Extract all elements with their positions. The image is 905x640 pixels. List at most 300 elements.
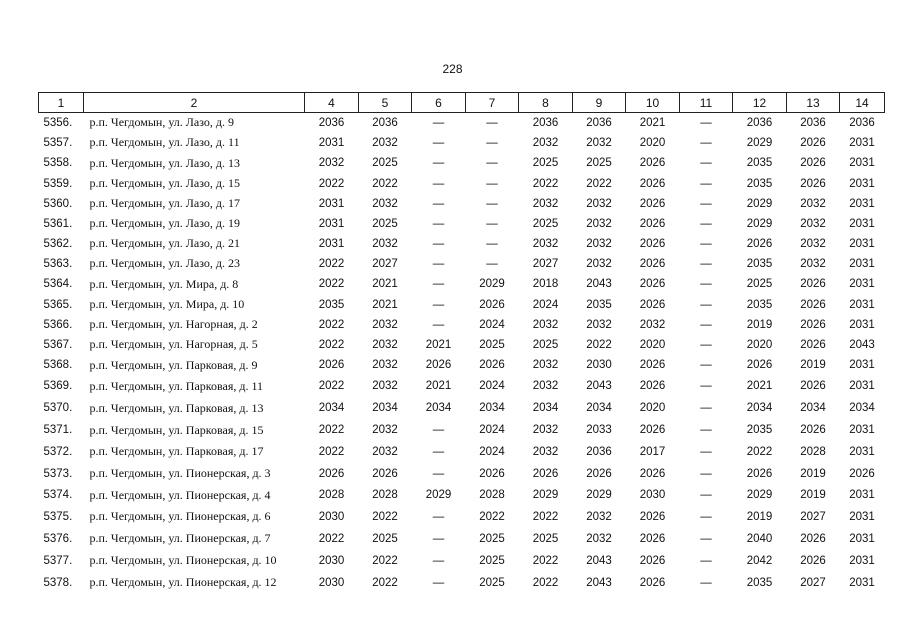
- year-cell: 2032: [586, 532, 612, 545]
- year-cell: 2031: [318, 136, 345, 149]
- year-cell: 2026: [586, 467, 612, 480]
- address-cell: р.п. Чегдомын, ул. Нагорная, д. 5: [89, 337, 258, 351]
- year-cell: 2036: [586, 116, 612, 129]
- year-cell: 2026: [639, 278, 666, 290]
- year-cell: —: [700, 197, 712, 210]
- year-cell: 2020: [639, 136, 666, 149]
- row-number: 5367.: [43, 338, 73, 351]
- row-number: 5362.: [43, 237, 73, 250]
- year-cell: 2026: [800, 554, 826, 567]
- year-cell: 2025: [372, 157, 398, 169]
- year-cell: 2026: [639, 510, 666, 523]
- table-row: [39, 174, 885, 194]
- row-number: 5360.: [43, 197, 73, 210]
- year-cell: 2031: [849, 359, 875, 371]
- year-cell: 2031: [849, 237, 875, 250]
- year-cell: —: [486, 136, 498, 149]
- row-number: 5378.: [43, 576, 73, 589]
- year-cell: 2040: [746, 532, 773, 545]
- year-cell: 2022: [318, 424, 345, 436]
- year-cell: 2026: [639, 424, 666, 436]
- year-cell: —: [700, 510, 712, 523]
- table-row: [39, 441, 885, 463]
- year-cell: —: [700, 445, 712, 458]
- year-cell: 2032: [586, 197, 612, 210]
- year-cell: 2021: [372, 278, 398, 290]
- year-cell: 2021: [425, 380, 452, 392]
- year-cell: 2035: [746, 576, 773, 589]
- year-cell: 2029: [746, 136, 773, 149]
- year-cell: 2031: [318, 197, 345, 210]
- column-header: 12: [733, 93, 787, 113]
- year-cell: 2026: [639, 177, 666, 190]
- year-cell: 2026: [639, 359, 666, 371]
- year-cell: 2035: [586, 298, 612, 311]
- year-cell: 2028: [318, 489, 345, 501]
- year-cell: 2029: [479, 278, 505, 290]
- address-cell: р.п. Чегдомын, ул. Лазо, д. 9: [89, 115, 235, 130]
- year-cell: 2031: [849, 380, 875, 392]
- year-cell: 2025: [586, 157, 612, 169]
- year-cell: —: [432, 257, 445, 270]
- year-cell: 2032: [372, 359, 398, 371]
- year-cell: —: [432, 157, 445, 169]
- year-cell: 2022: [318, 278, 345, 290]
- year-cell: 2032: [586, 217, 612, 230]
- year-cell: 2027: [800, 576, 826, 589]
- year-cell: 2025: [479, 554, 505, 567]
- year-cell: 2043: [586, 380, 612, 392]
- year-cell: 2026: [746, 237, 773, 250]
- year-cell: 2032: [372, 380, 398, 392]
- year-cell: —: [486, 257, 498, 270]
- address-cell: р.п. Чегдомын, ул. Парковая, д. 17: [89, 444, 264, 458]
- year-cell: 2019: [746, 510, 773, 523]
- year-cell: —: [700, 402, 712, 414]
- table-row: [39, 254, 885, 274]
- year-cell: —: [432, 136, 445, 149]
- year-cell: 2026: [800, 136, 826, 149]
- year-cell: 2029: [746, 489, 773, 501]
- year-cell: 2026: [318, 359, 345, 371]
- column-header: 13: [787, 93, 840, 113]
- year-cell: 2032: [532, 318, 559, 331]
- year-cell: —: [700, 532, 712, 545]
- year-cell: 2024: [479, 380, 505, 392]
- year-cell: 2025: [479, 576, 505, 589]
- row-number: 5358.: [43, 157, 73, 169]
- year-cell: 2025: [532, 532, 559, 545]
- year-cell: 2032: [800, 237, 826, 250]
- year-cell: 2022: [372, 554, 398, 567]
- year-cell: 2026: [639, 237, 666, 250]
- year-cell: 2032: [372, 338, 398, 351]
- year-cell: 2020: [639, 402, 666, 414]
- year-cell: —: [700, 136, 712, 149]
- year-cell: 2019: [800, 359, 826, 371]
- year-cell: —: [432, 576, 445, 589]
- year-cell: 2031: [849, 554, 875, 567]
- year-cell: 2036: [372, 116, 398, 129]
- address-cell: р.п. Чегдомын, ул. Пионерская, д. 12: [89, 575, 277, 589]
- year-cell: 2025: [479, 532, 505, 545]
- year-cell: 2026: [849, 467, 875, 480]
- address-cell: р.п. Чегдомын, ул. Пионерская, д. 4: [89, 487, 271, 502]
- year-cell: 2031: [849, 532, 875, 545]
- column-header: 4: [305, 93, 359, 113]
- year-cell: 2032: [532, 424, 559, 436]
- year-cell: 2034: [800, 402, 826, 414]
- year-cell: 2032: [586, 257, 612, 270]
- year-cell: 2018: [532, 278, 559, 290]
- year-cell: —: [700, 318, 712, 331]
- year-cell: 2021: [639, 116, 666, 129]
- year-cell: —: [700, 177, 712, 190]
- year-cell: 2022: [318, 177, 345, 190]
- year-cell: 2032: [586, 318, 612, 331]
- year-cell: 2026: [800, 424, 826, 436]
- year-cell: 2022: [318, 318, 345, 331]
- table-row: [39, 550, 885, 572]
- year-cell: 2032: [372, 197, 398, 210]
- table-row: [39, 234, 885, 254]
- year-cell: —: [486, 237, 498, 250]
- row-number: 5368.: [43, 359, 73, 371]
- year-cell: 2043: [586, 278, 612, 290]
- column-header: 14: [840, 93, 885, 113]
- year-cell: 2034: [586, 402, 612, 414]
- row-number: 5364.: [43, 278, 73, 290]
- address-cell: р.п. Чегдомын, ул. Пионерская, д. 3: [89, 466, 271, 480]
- table-row: [39, 506, 885, 528]
- row-number: 5357.: [43, 136, 73, 149]
- year-cell: 2030: [318, 576, 345, 589]
- year-cell: 2032: [532, 136, 559, 149]
- table-row: [39, 485, 885, 506]
- year-cell: 2020: [746, 338, 773, 351]
- year-cell: —: [432, 445, 445, 458]
- year-cell: 2032: [586, 136, 612, 149]
- year-cell: 2031: [849, 489, 875, 501]
- year-cell: 2022: [746, 445, 773, 458]
- year-cell: 2026: [800, 318, 826, 331]
- year-cell: 2026: [639, 554, 666, 567]
- column-header: 8: [519, 93, 573, 113]
- year-cell: 2026: [800, 298, 826, 311]
- year-cell: 2032: [372, 136, 398, 149]
- year-cell: 2024: [479, 318, 505, 331]
- year-cell: 2032: [532, 197, 559, 210]
- year-cell: 2031: [849, 445, 875, 458]
- year-cell: —: [486, 157, 498, 169]
- table-row: [39, 153, 885, 174]
- year-cell: 2031: [849, 510, 875, 523]
- year-cell: 2022: [532, 177, 559, 190]
- row-number: 5361.: [43, 217, 73, 230]
- year-cell: 2031: [849, 424, 875, 436]
- address-cell: р.п. Чегдомын, ул. Парковая, д. 9: [89, 357, 258, 372]
- year-cell: 2026: [532, 467, 559, 480]
- table-row: [39, 194, 885, 214]
- row-number: 5356.: [43, 116, 73, 129]
- year-cell: 2028: [800, 445, 826, 458]
- year-cell: 2043: [586, 554, 612, 567]
- address-cell: р.п. Чегдомын, ул. Лазо, д. 15: [89, 176, 241, 190]
- year-cell: —: [700, 237, 712, 250]
- year-cell: —: [432, 116, 445, 129]
- year-cell: 2022: [532, 510, 559, 523]
- year-cell: 2025: [532, 157, 559, 169]
- year-cell: 2036: [746, 116, 773, 129]
- column-header: 2: [84, 93, 305, 113]
- year-cell: 2034: [318, 402, 345, 414]
- row-number: 5366.: [43, 318, 73, 331]
- year-cell: 2033: [586, 424, 612, 436]
- table-row: [39, 295, 885, 315]
- year-cell: 2022: [318, 532, 345, 545]
- table-row: [39, 214, 885, 234]
- table-row: [39, 528, 885, 550]
- year-cell: 2032: [586, 510, 612, 523]
- year-cell: 2026: [639, 217, 666, 230]
- year-cell: 2026: [800, 338, 826, 351]
- year-cell: —: [486, 217, 498, 230]
- year-cell: 2022: [532, 576, 559, 589]
- year-cell: 2043: [849, 338, 875, 351]
- year-cell: 2036: [800, 116, 826, 129]
- year-cell: 2032: [800, 217, 826, 230]
- table-row: [39, 274, 885, 295]
- year-cell: 2042: [746, 554, 773, 567]
- year-cell: 2026: [318, 467, 345, 480]
- year-cell: 2032: [372, 237, 398, 250]
- year-cell: 2029: [425, 489, 452, 501]
- year-cell: 2025: [746, 278, 773, 290]
- year-cell: 2031: [849, 197, 875, 210]
- year-cell: 2031: [849, 278, 875, 290]
- year-cell: 2021: [372, 298, 398, 311]
- year-cell: 2026: [425, 359, 452, 371]
- year-cell: 2032: [586, 237, 612, 250]
- column-header: 1: [39, 93, 84, 113]
- table-row: [39, 397, 885, 420]
- address-cell: р.п. Чегдомын, ул. Лазо, д. 11: [89, 135, 240, 149]
- year-cell: —: [700, 554, 712, 567]
- year-cell: 2035: [746, 177, 773, 190]
- year-cell: 2028: [479, 489, 505, 501]
- year-cell: 2043: [586, 576, 612, 589]
- year-cell: —: [432, 217, 445, 230]
- year-cell: 2029: [586, 489, 612, 501]
- year-cell: 2026: [639, 157, 666, 169]
- year-cell: —: [700, 576, 712, 589]
- year-cell: 2025: [532, 217, 559, 230]
- year-cell: —: [486, 177, 498, 190]
- table-row: [39, 335, 885, 355]
- column-header: 7: [466, 93, 519, 113]
- column-header: 5: [359, 93, 412, 113]
- table-row: [39, 113, 885, 133]
- row-number: 5365.: [43, 298, 73, 311]
- row-number: 5372.: [43, 445, 73, 458]
- year-cell: —: [432, 510, 445, 523]
- year-cell: —: [432, 467, 445, 480]
- year-cell: 2035: [746, 298, 773, 311]
- year-cell: 2027: [372, 257, 398, 270]
- year-cell: 2032: [318, 157, 345, 169]
- year-cell: 2036: [318, 116, 345, 129]
- year-cell: 2026: [800, 532, 826, 545]
- year-cell: 2031: [318, 217, 345, 230]
- year-cell: 2026: [639, 467, 666, 480]
- year-cell: 2017: [639, 445, 666, 458]
- year-cell: 2031: [849, 257, 875, 270]
- address-cell: р.п. Чегдомын, ул. Лазо, д. 23: [89, 256, 241, 270]
- year-cell: 2026: [372, 467, 398, 480]
- year-cell: 2019: [800, 467, 826, 480]
- year-cell: 2030: [318, 554, 345, 567]
- year-cell: —: [700, 338, 712, 351]
- column-header: 9: [573, 93, 626, 113]
- column-header: 11: [680, 93, 733, 113]
- year-cell: 2025: [532, 338, 559, 351]
- year-cell: 2032: [532, 237, 559, 250]
- year-cell: 2026: [639, 298, 666, 311]
- year-cell: —: [700, 157, 712, 169]
- year-cell: 2022: [372, 510, 398, 523]
- address-cell: р.п. Чегдомын, ул. Пионерская, д. 10: [89, 553, 277, 567]
- year-cell: 2019: [746, 318, 773, 331]
- year-cell: 2035: [746, 157, 773, 169]
- address-cell: р.п. Чегдомын, ул. Парковая, д. 13: [89, 400, 264, 415]
- address-cell: р.п. Чегдомын, ул. Нагорная, д. 2: [89, 317, 258, 331]
- year-cell: 2026: [639, 197, 666, 210]
- year-cell: 2024: [479, 424, 505, 436]
- year-cell: 2022: [318, 380, 345, 392]
- year-cell: 2036: [849, 116, 875, 129]
- year-cell: 2028: [372, 489, 398, 501]
- year-cell: —: [432, 424, 445, 436]
- year-cell: —: [432, 237, 445, 250]
- table-row: [39, 355, 885, 376]
- year-cell: 2034: [479, 402, 505, 414]
- year-cell: 2026: [479, 359, 505, 371]
- year-cell: 2036: [586, 445, 612, 458]
- year-cell: 2035: [746, 257, 773, 270]
- year-cell: 2031: [849, 318, 875, 331]
- year-cell: 2025: [372, 217, 398, 230]
- table-row: [39, 376, 885, 397]
- registry-table: [38, 92, 885, 594]
- year-cell: —: [700, 424, 712, 436]
- year-cell: —: [700, 380, 712, 392]
- address-cell: р.п. Чегдомын, ул. Мира, д. 10: [89, 297, 245, 311]
- year-cell: 2035: [318, 298, 345, 311]
- address-cell: р.п. Чегдомын, ул. Мира, д. 8: [89, 276, 239, 291]
- row-number: 5373.: [43, 467, 73, 480]
- year-cell: 2029: [532, 489, 559, 501]
- year-cell: 2026: [639, 532, 666, 545]
- year-cell: 2031: [849, 157, 875, 169]
- row-number: 5375.: [43, 510, 73, 523]
- year-cell: 2032: [800, 257, 826, 270]
- row-number: 5374.: [43, 489, 73, 501]
- year-cell: 2031: [318, 237, 345, 250]
- year-cell: 2031: [849, 136, 875, 149]
- year-cell: 2022: [318, 338, 345, 351]
- year-cell: 2026: [639, 576, 666, 589]
- year-cell: 2032: [800, 197, 826, 210]
- year-cell: 2032: [372, 445, 398, 458]
- year-cell: 2032: [639, 318, 666, 331]
- page-number: 228: [442, 62, 463, 76]
- year-cell: 2022: [479, 510, 505, 523]
- year-cell: —: [486, 197, 498, 210]
- year-cell: 2036: [532, 116, 559, 129]
- year-cell: 2026: [800, 278, 826, 290]
- row-number: 5376.: [43, 532, 73, 545]
- row-number: 5369.: [43, 380, 73, 392]
- address-cell: р.п. Чегдомын, ул. Лазо, д. 21: [89, 236, 241, 250]
- table-row: [39, 420, 885, 441]
- row-number: 5370.: [43, 402, 73, 414]
- year-cell: 2022: [372, 177, 398, 190]
- year-cell: —: [700, 359, 712, 371]
- column-header: 10: [626, 93, 680, 113]
- year-cell: 2031: [849, 217, 875, 230]
- year-cell: 2031: [849, 177, 875, 190]
- year-cell: 2030: [318, 510, 345, 523]
- address-cell: р.п. Чегдомын, ул. Лазо, д. 19: [89, 216, 241, 230]
- year-cell: 2025: [372, 532, 398, 545]
- table-body: [39, 113, 885, 594]
- year-cell: 2020: [639, 338, 666, 351]
- year-cell: 2022: [372, 576, 398, 589]
- table-row: [39, 572, 885, 594]
- year-cell: 2032: [532, 445, 559, 458]
- year-cell: 2032: [372, 318, 398, 331]
- year-cell: —: [432, 298, 445, 311]
- address-cell: р.п. Чегдомын, ул. Лазо, д. 13: [89, 155, 241, 170]
- year-cell: —: [432, 554, 445, 567]
- year-cell: 2034: [532, 402, 559, 414]
- year-cell: 2022: [318, 257, 345, 270]
- year-cell: 2026: [479, 298, 505, 311]
- row-number: 5359.: [43, 177, 73, 190]
- year-cell: 2032: [372, 424, 398, 436]
- year-cell: 2022: [318, 445, 345, 458]
- table-row: [39, 315, 885, 335]
- year-cell: 2034: [746, 402, 773, 414]
- year-cell: —: [432, 278, 445, 290]
- year-cell: 2019: [800, 489, 826, 501]
- year-cell: 2026: [800, 157, 826, 169]
- year-cell: 2021: [746, 380, 773, 392]
- year-cell: 2022: [586, 177, 612, 190]
- row-number: 5377.: [43, 554, 73, 567]
- year-cell: 2027: [532, 257, 559, 270]
- year-cell: —: [432, 532, 445, 545]
- year-cell: —: [432, 177, 445, 190]
- year-cell: 2026: [746, 467, 773, 480]
- year-cell: 2026: [639, 380, 666, 392]
- year-cell: 2031: [849, 298, 875, 311]
- address-cell: р.п. Чегдомын, ул. Пионерская, д. 6: [89, 509, 271, 523]
- address-cell: р.п. Чегдомын, ул. Пионерская, д. 7: [89, 531, 271, 545]
- year-cell: —: [700, 257, 712, 270]
- address-cell: р.п. Чегдомын, ул. Парковая, д. 15: [89, 422, 264, 437]
- year-cell: —: [486, 116, 498, 129]
